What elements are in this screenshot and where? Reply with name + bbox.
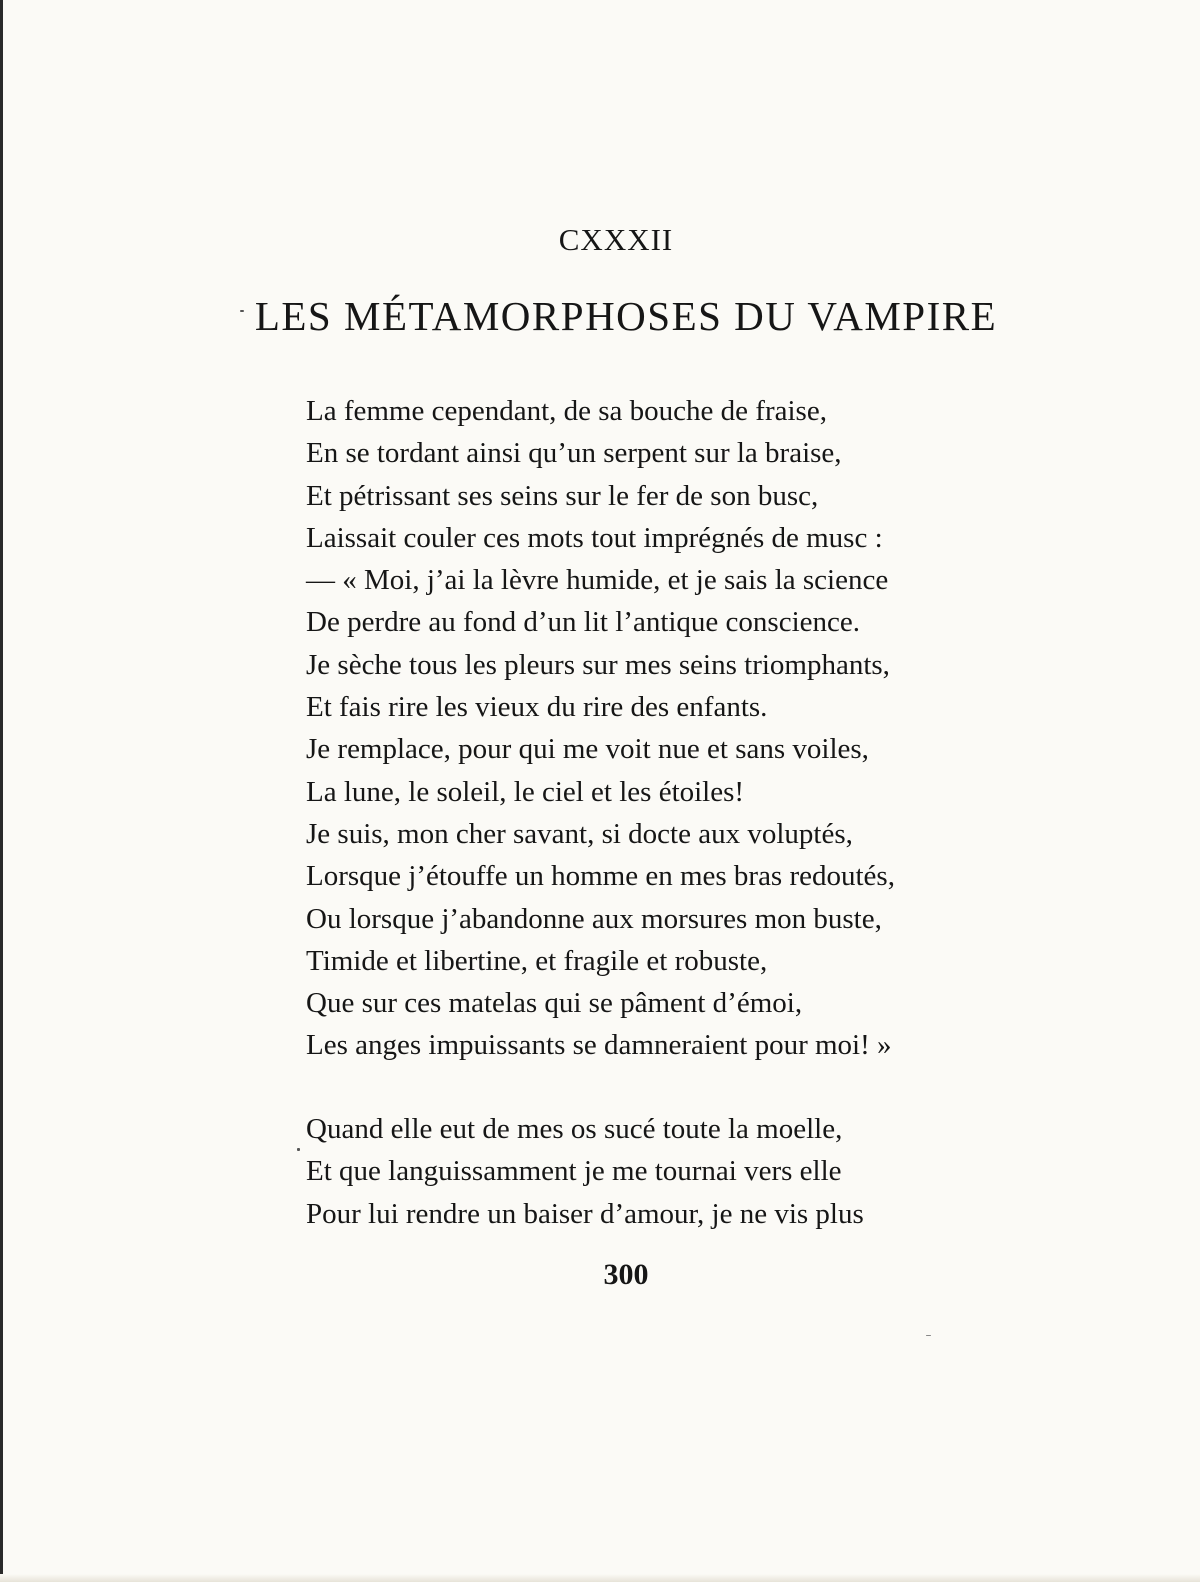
verse-line: Ou lorsque j’abandonne aux morsures mon buste, xyxy=(306,902,882,935)
stanza xyxy=(306,390,895,1067)
verse-line: En se tordant ainsi qu’un serpent sur la braise, xyxy=(306,437,842,470)
verse-line: Et pétrissant ses seins sur le fer de son busc, xyxy=(306,479,819,512)
poem-title: LES MÉTAMORPHOSES DU VAMPIRE xyxy=(254,293,998,339)
verse-line: Et fais rire les vieux du rire des enfants. xyxy=(306,691,768,724)
verse-line: De perdre au fond d’un lit l’antique conscience. xyxy=(306,606,861,639)
verse-line: Les anges impuissants se damneraient pour moi! » xyxy=(306,1029,892,1062)
ink-speck xyxy=(240,310,244,312)
verse-line: — « Moi, j’ai la lèvre humide, et je sais la science xyxy=(306,564,889,597)
verse-line: Timide et libertine, et fragile et robuste, xyxy=(306,944,768,977)
verse-line: La lune, le soleil, le ciel et les étoiles! xyxy=(306,775,745,808)
ink-speck xyxy=(926,1335,931,1336)
verse-line: Et que languissamment je me tournai vers elle xyxy=(306,1155,842,1188)
verse-line: Que sur ces matelas qui se pâment d’émoi, xyxy=(306,987,803,1020)
page-number: 300 xyxy=(603,1258,649,1291)
verse-line: Je sèche tous les pleurs sur mes seins triomphants, xyxy=(306,648,890,681)
poem-number: CXXXII xyxy=(558,222,674,257)
verse-line: Je remplace, pour qui me voit nue et sans voiles, xyxy=(306,733,869,766)
verse-line: Je suis, mon cher savant, si docte aux voluptés, xyxy=(306,817,853,850)
stanza xyxy=(306,1108,864,1235)
verse-line: La femme cependant, de sa bouche de fraise, xyxy=(306,395,827,427)
verse-line: Laissait couler ces mots tout imprégnés de musc : xyxy=(306,521,883,554)
verse-line: Quand elle eut de mes os sucé toute la moelle, xyxy=(306,1113,843,1145)
ink-speck xyxy=(297,1148,300,1151)
verse-line: Pour lui rendre un baiser d’amour, je ne vis plus xyxy=(306,1197,864,1230)
verse-line: Lorsque j’étouffe un homme en mes bras redoutés, xyxy=(306,860,895,893)
